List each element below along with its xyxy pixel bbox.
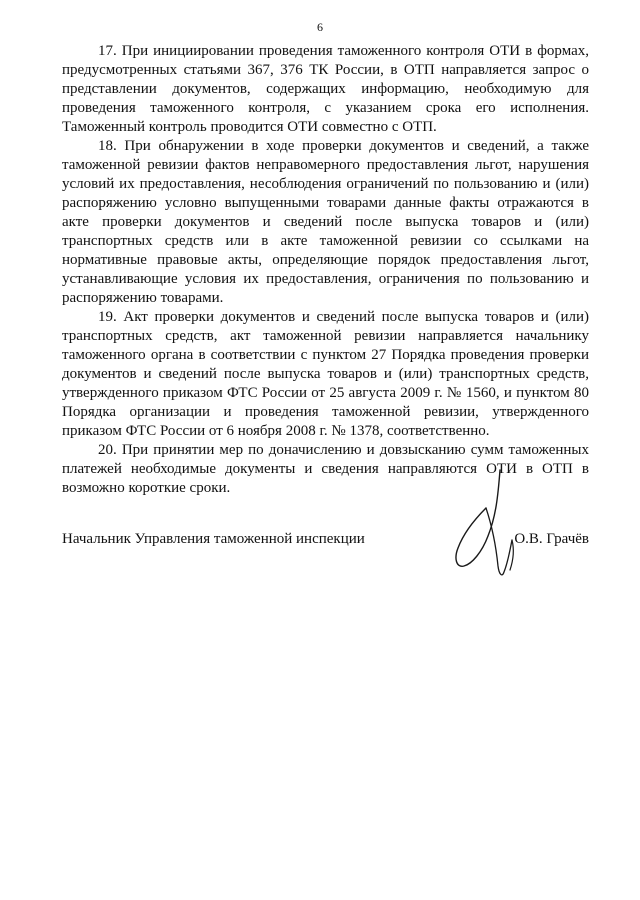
signatory-role: Начальник Управления таможенной инспекции	[62, 531, 365, 547]
paragraph-18: 18. При обнаружении в ходе проверки документов и сведений, а также таможенной ревизии фактов неправомерного предоставления льгот, нарушения условий их предоставления, несоблюдения ограничений по пользованию и (или) распоряжению условно выпущенными товарами данные факты отражаются в акте проверки документов и сведений после выпуска товаров и (или) транспортных средств или в акте таможенной ревизии со ссылками на нормативные правовые акты, определяющие порядок предоставления льгот, устанавливающие условия их предоставления, ограничения по пользованию и распоряжению товарами.	[62, 138, 589, 306]
page-number: 6	[317, 20, 323, 34]
document-body	[62, 42, 589, 498]
paragraph-19: 19. Акт проверки документов и сведений после выпуска товаров и (или) транспортных средств, акт таможенной ревизии направляется начальнику таможенного органа в соответствии с пунктом 27 Порядка проведения проверки документов и сведений после выпуска товаров и (или) транспортных средств, утвержденного приказом ФТС России от 25 августа 2009 г. № 1560, и пунктом 80 Порядка организации и проведения таможенной ревизии, утвержденного приказом ФТС России от 6 ноября 2008 г. № 1378, соответственно.	[62, 309, 589, 439]
paragraph-17: 17. При инициировании проведения таможенного контроля ОТИ в формах, предусмотренных статьями 367, 376 ТК России, в ОТП направляется запрос о представлении документов, содержащих информацию, необходимую для проведения таможенного контроля, с указанием срока его исполнения. Таможенный контроль проводится ОТИ совместно с ОТП.	[62, 43, 589, 135]
signatory-name: О.В. Грачёв	[514, 531, 589, 547]
paragraph-20: 20. При принятии мер по доначислению и довзысканию сумм таможенных платежей необходимые документы и сведения направляются ОТИ в ОТП в возможно короткие сроки.	[62, 442, 589, 496]
handwritten-signature	[452, 466, 532, 586]
